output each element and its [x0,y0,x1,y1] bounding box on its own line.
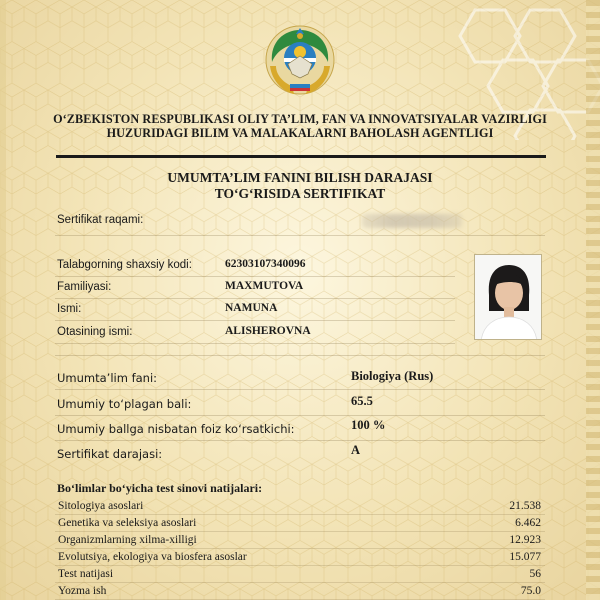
certificate-title-line2: TO‘G‘RISIDA SERTIFIKAT [214,186,386,201]
separator [55,343,455,344]
separator [55,440,545,441]
certificate-number-label: Sertifikat raqami: [57,214,144,226]
patronymic-value: ALISHEROVNA [225,325,311,337]
result-row [55,515,545,532]
separator [55,389,545,390]
result-section-name: Genetika va seleksiya asoslari [58,517,197,529]
result-section-score: 75.0 [520,585,541,597]
separator [55,320,455,321]
total-score-value: 65.5 [351,394,373,408]
result-section-score: 21.538 [509,500,541,512]
portrait-image [475,255,542,340]
surname-label: Familiyasi: [57,281,112,293]
personal-id-value: 62303107340096 [225,258,306,270]
left-border [0,0,6,600]
subject-label: Umumta’lim fani: [57,371,158,385]
result-section-name: Yozma ish [58,585,107,597]
level-label: Sertifikat darajasi: [57,447,163,461]
right-border [586,0,600,600]
separator [55,355,545,356]
header-divider [56,155,546,158]
result-section-score: 12.923 [509,534,541,546]
result-section-name: Evolutsiya, ekologiya va biosfera asoslar [58,551,247,563]
result-row [55,532,545,549]
subject-value: Biologiya (Rus) [351,369,434,383]
ministry-name-line2: HUZURIDAGI BILIM VA MALAKALARNI BAHOLASH AGENTLIGI [106,126,494,140]
surname-value: MAXMUTOVA [225,280,304,292]
result-row [55,549,545,566]
first-name-value: NAMUNA [225,302,278,314]
certificate-number-redacted [362,214,462,228]
level-value: A [351,443,361,457]
result-row [55,566,545,583]
result-section-score: 15.077 [509,551,541,563]
personal-id-label: Talabgorning shaxsiy kodi: [57,259,192,271]
result-section-name: Organizmlarning xilma-xilligi [58,534,197,546]
separator [55,276,455,277]
state-emblem [262,22,338,98]
certificate-title-line1: UMUMTA’LIM FANINI BILISH DARAJASI [167,170,433,185]
result-row [55,498,545,515]
separator [55,415,545,416]
total-score-label: Umumiy to‘plagan bali: [57,397,192,411]
percent-label: Umumiy ballga nisbatan foiz ko‘rsatkichi: [57,422,295,436]
result-section-name: Test natijasi [58,568,114,580]
patronymic-label: Otasining ismi: [57,326,133,338]
applicant-photo [474,254,542,340]
result-section-score: 56 [529,568,541,580]
result-section-name: Sitologiya asoslari [58,500,144,512]
separator [55,235,545,236]
separator [55,298,455,299]
results-title: Bo‘limlar bo‘yicha test sinovi natijalari: [57,481,263,495]
result-row [55,583,545,600]
result-section-score: 6.462 [515,517,541,529]
ministry-name-line1: O‘ZBEKISTON RESPUBLIKASI OLIY TA’LIM, FAN VA INNOVATSIYALAR VAZIRLIGI [53,112,547,126]
percent-value: 100 % [351,418,386,432]
first-name-label: Ismi: [57,303,82,315]
